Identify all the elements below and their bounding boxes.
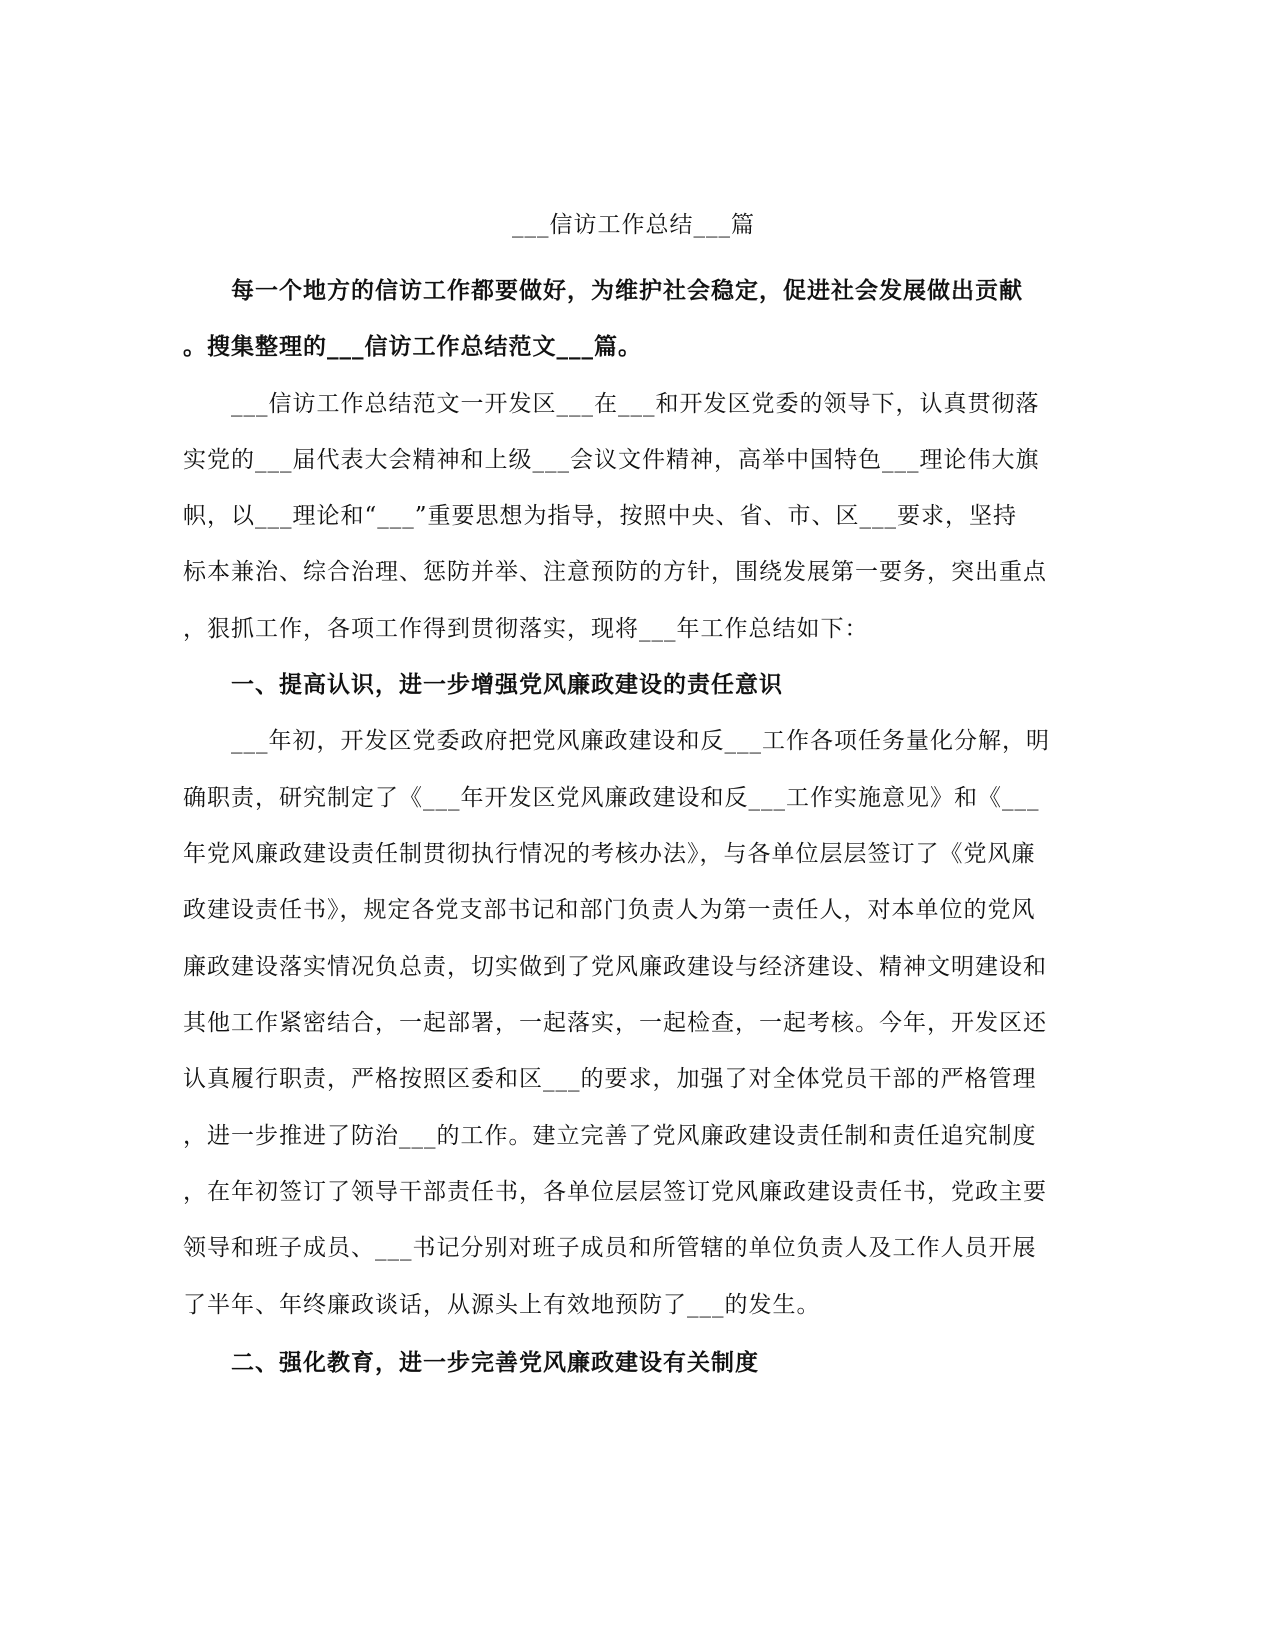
body-line: 实党的___届代表大会精神和上级___会议文件精神，高举中国特色___理论伟大旗 — [183, 447, 1040, 473]
body-line: ，狠抓工作，各项工作得到贯彻落实，现将___年工作总结如下： — [183, 616, 869, 642]
body-line: 确职责，研究制定了《___年开发区党风廉政建设和反___工作实施意见》和《___ — [183, 785, 1040, 811]
body-line: 标本兼治、综合治理、惩防并举、注意预防的方针，围绕发展第一要务，突出重点 — [183, 559, 1047, 585]
body-line: 帜，以___理论和“___”重要思想为指导，按照中央、省、市、区___要求，坚持 — [183, 503, 1018, 529]
body-line: 政建设责任书》，规定各党支部书记和部门负责人为第一责任人，对本单位的党风 — [183, 897, 1036, 923]
body-line: 领导和班子成员、___书记分别对班子成员和所管辖的单位负责人及工作人员开展 — [183, 1235, 1037, 1261]
body-line: ___信访工作总结范文一开发区___在___和开发区党委的领导下，认真贯彻落 — [183, 391, 1040, 417]
body-line: 了半年、年终廉政谈话，从源头上有效地预防了___的发生。 — [183, 1292, 821, 1318]
body-line: ，在年初签订了领导干部责任书，各单位层层签订党风廉政建设责任书，党政主要 — [183, 1179, 1047, 1205]
section-heading-2: 二、强化教育，进一步完善党风廉政建设有关制度 — [183, 1349, 759, 1376]
body-line: ，进一步推进了防治___的工作。建立完善了党风廉政建设责任制和责任追究制度 — [183, 1123, 1037, 1149]
section-heading-1: 一、提高认识，进一步增强党风廉政建设的责任意识 — [183, 671, 783, 698]
body-line: 廉政建设落实情况负总责，切实做到了党风廉政建设与经济建设、精神文明建设和 — [183, 954, 1047, 980]
intro-line-2: 。搜集整理的___信访工作总结范文___篇。 — [183, 333, 642, 360]
body-line: 其他工作紧密结合，一起部署，一起落实，一起检查，一起考核。今年，开发区还 — [183, 1010, 1047, 1036]
document-title: ___信访工作总结___篇 — [512, 212, 755, 238]
intro-line-1: 每一个地方的信访工作都要做好，为维护社会稳定，促进社会发展做出贡献 — [183, 277, 1023, 304]
body-line: ___年初，开发区党委政府把党风廉政建设和反___工作各项任务量化分解，明 — [183, 728, 1050, 754]
body-line: 认真履行职责，严格按照区委和区___的要求，加强了对全体党员干部的严格管理 — [183, 1066, 1037, 1092]
body-line: 年党风廉政建设责任制贯彻执行情况的考核办法》，与各单位层层签订了《党风廉 — [183, 841, 1036, 867]
